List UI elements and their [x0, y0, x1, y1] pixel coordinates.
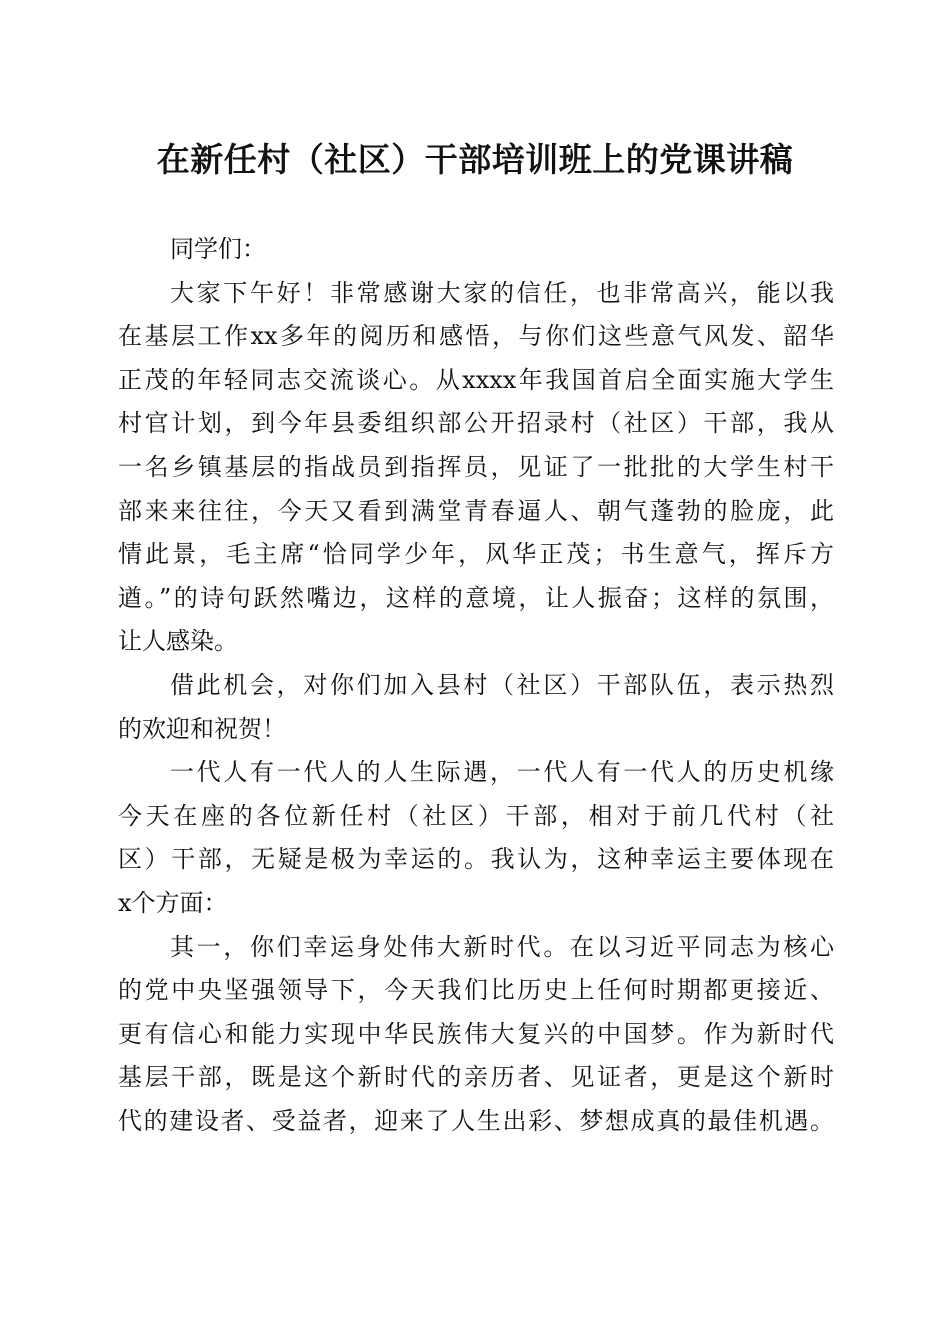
- paragraph-line: 的党中央坚强领导下，今天我们比历史上任何时期都更接近、: [118, 976, 834, 1005]
- paragraph-line: 今天在座的各位新任村（社区）干部，相对于前几代村（社: [118, 801, 834, 830]
- paragraph-line: 遒。”的诗句跃然嘴边，这样的意境，让人振奋；这样的氛围，: [118, 583, 834, 612]
- paragraph-line: 大家下午好！非常感谢大家的信任，也非常高兴，能以我: [170, 278, 834, 307]
- paragraph-line: 其一，你们幸运身处伟大新时代。在以习近平同志为核心: [170, 932, 834, 961]
- paragraph-line: 基层干部，既是这个新时代的亲历者、见证者，更是这个新时: [118, 1063, 834, 1092]
- paragraph-line: 村官计划，到今年县委组织部公开招录村（社区）干部，我从: [118, 409, 834, 438]
- paragraph-line: 让人感染。: [118, 627, 238, 656]
- paragraph-line: 的欢迎和祝贺！: [118, 714, 286, 743]
- paragraph-line: 情此景，毛主席“恰同学少年，风华正茂；书生意气，挥斥方: [118, 540, 834, 569]
- paragraph-line: 代的建设者、受益者，迎来了人生出彩、梦想成真的最佳机遇。: [118, 1106, 834, 1135]
- paragraph-line: 在基层工作xx多年的阅历和感悟，与你们这些意气风发、韶华: [118, 322, 834, 351]
- document-title: 在新任村（社区）干部培训班上的党课讲稿: [156, 140, 794, 179]
- paragraph-line: 区）干部，无疑是极为幸运的。我认为，这种幸运主要体现在: [118, 845, 834, 874]
- paragraph-line: 一代人有一代人的人生际遇，一代人有一代人的历史机缘: [170, 758, 834, 787]
- paragraph-line: 更有信心和能力实现中华民族伟大复兴的中国梦。作为新时代: [118, 1019, 834, 1048]
- paragraph-line: 正茂的年轻同志交流谈心。从xxxx年我国首启全面实施大学生: [118, 365, 834, 394]
- paragraph-line: 借此机会，对你们加入县村（社区）干部队伍，表示热烈: [170, 670, 834, 699]
- paragraph-line: 部来来往往，今天又看到满堂青春逼人、朝气蓬勃的脸庞，此: [118, 496, 834, 525]
- document-body: [118, 228, 834, 1143]
- paragraph-line: x个方面：: [118, 888, 228, 917]
- salutation: 同学们：: [170, 235, 266, 263]
- paragraph-line: 一名乡镇基层的指战员到指挥员，见证了一批批的大学生村干: [118, 452, 834, 481]
